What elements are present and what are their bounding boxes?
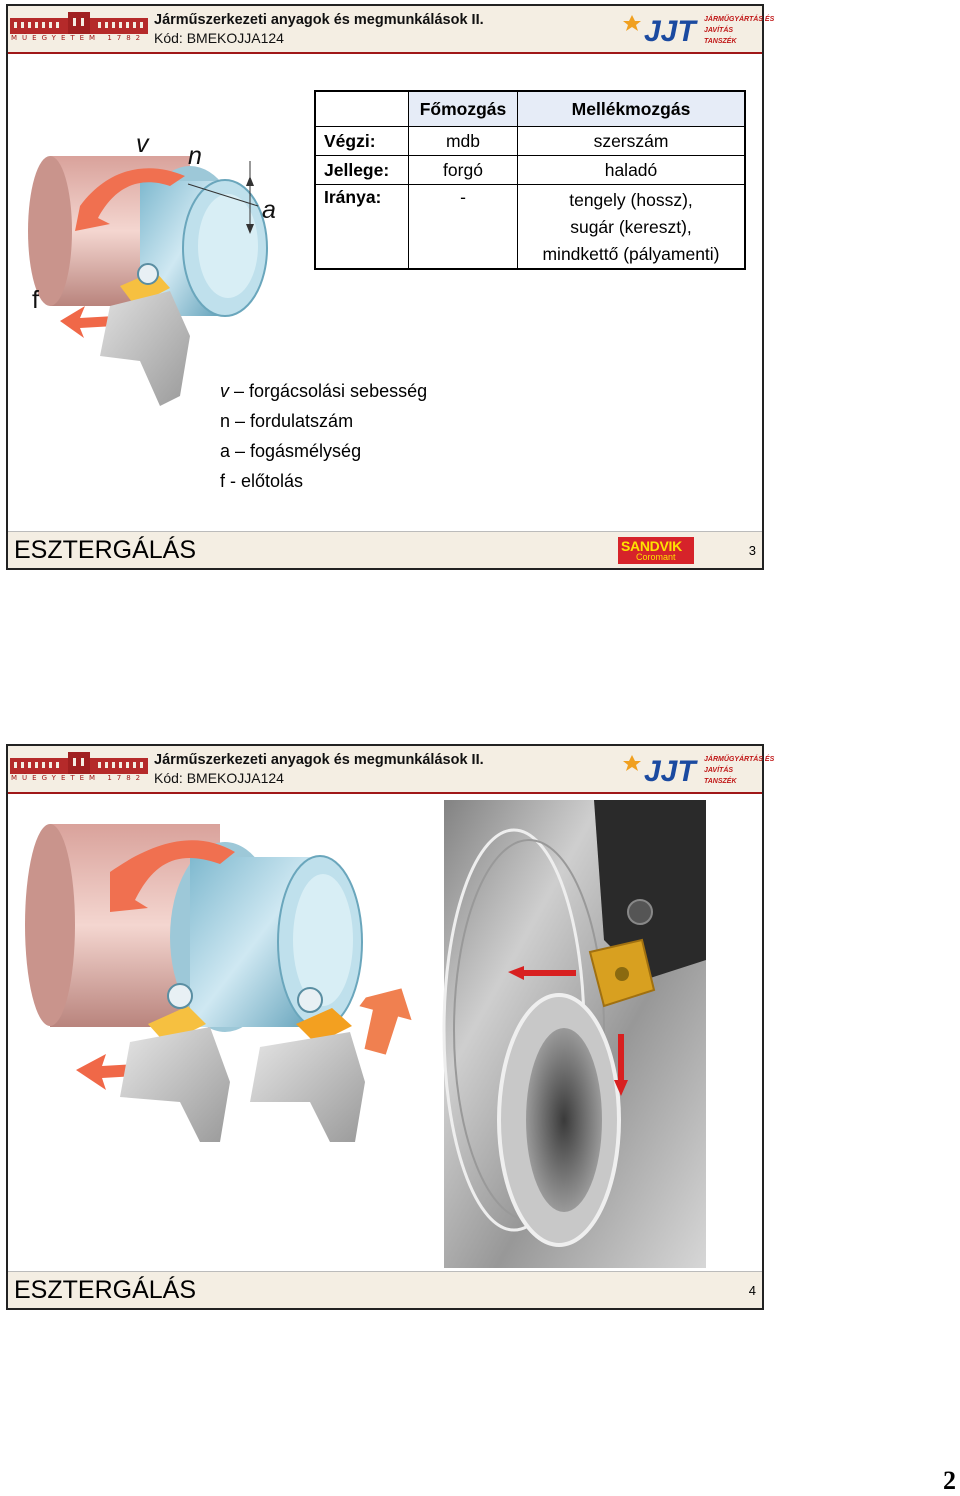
sandvik-logo [618, 537, 694, 564]
course-code: Kód: BMEKOJJA124 [154, 770, 284, 786]
row-label: Végzi: [315, 127, 409, 156]
legend-text: f - előtolás [220, 471, 304, 491]
table-row [315, 185, 745, 270]
footer-title: ESZTERGÁLÁS [14, 1276, 196, 1304]
university-motto: MŰEGYETEM 1782 [11, 774, 146, 782]
legend-item [220, 376, 427, 406]
sandvik-sub: Coromant [636, 552, 676, 562]
row-label: Iránya: [315, 185, 409, 270]
legend-text: n – fordulatszám [220, 411, 354, 431]
direction-line: sugár (kereszt), [570, 217, 692, 237]
table-header-side-motion: Mellékmozgás [518, 91, 746, 127]
dept-name-line-1: JÁRMŰGYÁRTÁS ÉS [704, 16, 775, 23]
legend-text: a – fogásmélység [220, 441, 362, 461]
dept-name-line-1: JÁRMŰGYÁRTÁS ÉS [704, 756, 775, 763]
two-tool-turning-illustration [20, 812, 416, 1142]
legend-item [220, 406, 427, 436]
direction-line: tengely (hossz), [569, 190, 693, 210]
turning-photo [444, 800, 706, 1268]
legend-symbol: v [220, 381, 229, 401]
label-n: n [188, 142, 202, 170]
slide-header [8, 746, 775, 794]
page-number: 4 [748, 1283, 756, 1298]
department-logo [622, 9, 775, 49]
table-row [315, 127, 745, 156]
motion-table [314, 90, 746, 270]
legend-text: – forgácsolási sebesség [229, 381, 428, 401]
page-number: 3 [748, 543, 756, 558]
direction-line: mindkettő (pályamenti) [542, 244, 720, 264]
label-f: f [32, 286, 39, 314]
dept-name-line-3: TANSZÉK [704, 38, 737, 45]
slide-footer [8, 1271, 762, 1308]
slide-footer [8, 531, 762, 568]
label-a: a [262, 196, 276, 224]
row-label: Jellege: [315, 156, 409, 185]
dept-logo-text: JJT [644, 755, 696, 788]
dept-name-line-2: JAVÍTÁS [704, 767, 734, 774]
footer-title: ESZTERGÁLÁS [14, 536, 196, 564]
dept-name-line-3: TANSZÉK [704, 778, 737, 785]
table-header-empty [315, 91, 409, 127]
legend [220, 376, 427, 496]
slide-3 [6, 4, 775, 570]
table-header-main-motion: Főmozgás [409, 91, 518, 127]
cell-side [518, 185, 746, 270]
course-code: Kód: BMEKOJJA124 [154, 30, 284, 46]
sandvik-brand: SANDVIK [621, 538, 682, 554]
slide-4 [6, 744, 775, 1310]
course-title: Járműszerkezeti anyagok és megmunkálások II. [154, 752, 484, 768]
label-v: v [136, 130, 149, 158]
university-motto: MŰEGYETEM 1782 [11, 34, 146, 42]
document-page-number: 2 [943, 1466, 956, 1495]
cell-side: szerszám [518, 127, 746, 156]
cell-side: haladó [518, 156, 746, 185]
dept-logo-text: JJT [644, 15, 696, 48]
cell-main: - [409, 185, 518, 270]
legend-item [220, 466, 427, 496]
department-logo [622, 749, 775, 789]
table-header-row [315, 91, 745, 127]
dept-name-line-2: JAVÍTÁS [704, 27, 734, 34]
slide-header [8, 6, 775, 54]
course-title: Járműszerkezeti anyagok és megmunkálások II. [154, 12, 484, 28]
cell-main: mdb [409, 127, 518, 156]
table-row [315, 156, 745, 185]
legend-item [220, 436, 427, 466]
cell-main: forgó [409, 156, 518, 185]
